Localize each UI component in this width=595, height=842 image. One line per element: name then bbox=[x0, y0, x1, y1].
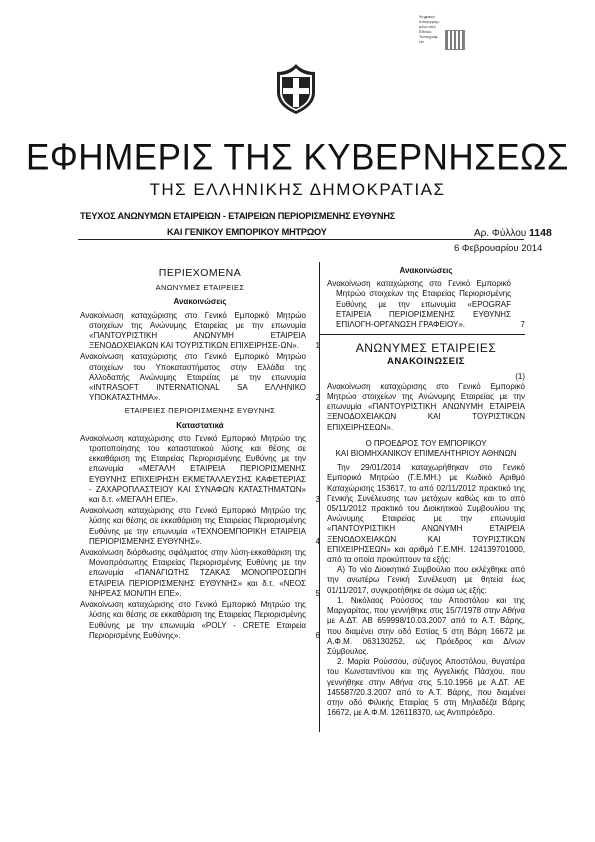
toc-entry-page: 2 bbox=[315, 393, 320, 403]
toc-title: ΠΕΡΙΕΧΟΜΕΝΑ bbox=[158, 267, 242, 279]
toc-entry-page: 3 bbox=[315, 495, 320, 505]
toc-sub-head: Ανακοινώσεις bbox=[399, 266, 453, 275]
stamp-line: υπογεγραμ bbox=[419, 19, 439, 24]
gazette-title: ΕΦΗΜΕΡΙΣ ΤΗΣ ΚΥΒΕΡΝΗΣΕΩΣ bbox=[26, 137, 569, 178]
toc-entry[interactable] bbox=[80, 311, 320, 352]
stamp-line: Τυπογραφ bbox=[419, 34, 438, 39]
body-paragraph: Α) Το νέο Διοικητικό Συμβούλιο που εκλέχθηκε από την ανωτέρω Γενική Συνέλευση με θητεία έως 01/11/2017, συγκροτήθηκε σε σώμα ως εξής: bbox=[327, 565, 525, 595]
toc-entry-text: Ανακοίνωση καταχώρισης στο Γενικό Εμπορικό Μητρώο της λύσης και θέσης σε εκκαθάριση της Εταιρείας Περιορισμένης Ευθύνης με την επωνυμία «ΤΕΧΝΟΕΜΠΟΡΙΚΗ ΕΤΑΙΡΕΙΑ ΠΕΡΙΟΡΙΣΜΕΝΗΣ ΕΥΘΥΝΗΣ». bbox=[80, 506, 306, 546]
body-paragraph: Την 29/01/2014 καταχωρήθηκαν στο Γενικό Εμπορικό Μητρώο (Γ.Ε.ΜΗ.) με Κωδικό Αριθμό Καταχώρισης 153617, το από 02/11/2012 πρακτικό της Γενικής Συνέλευσης των μετόχων καθώς και το από 05/11/2012 πρακτικό του Διοικητικού Συμβουλίου της Ανώνυμης Εταιρείας με την επωνυμία «ΠΑΝΤΟΥΡΙΣΤΙΚΗ ΑΝΩΝΥΜΗ ΕΤΑΙΡΕΙΑ ΞΕΝΟΔΟΧΕΙΑΚΩΝ ΚΑΙ ΤΟΥΡΙΣΤΙΚΩΝ ΕΠΙΧΕΙΡΗΣΕΩΝ» και αριθμό Γ.Ε.ΜΗ. 124139701000, από τα οποία προκύπτουν τα εξής: bbox=[327, 463, 525, 565]
announcements-title: ΑΝΑΚΟΙΝΩΣΕΙΣ bbox=[387, 356, 465, 368]
stamp-line: μένο από bbox=[419, 24, 436, 29]
sheet-label: Αρ. Φύλλου bbox=[474, 228, 527, 239]
digital-signature-stamp bbox=[419, 14, 475, 60]
sheet-number bbox=[474, 227, 552, 239]
header-rule bbox=[78, 239, 524, 240]
toc-entry-page: 1 bbox=[315, 341, 320, 351]
gazette-subtitle: ΤΗΣ ΕΛΛΗΝΙΚΗΣ ΔΗΜΟΚΡΑΤΙΑΣ bbox=[149, 180, 446, 199]
toc-entry[interactable] bbox=[80, 600, 320, 641]
sheet-number-value: 1148 bbox=[529, 227, 552, 239]
stamp-line: είο bbox=[419, 39, 424, 44]
toc-sub-head: Ανακοινώσεις bbox=[173, 297, 227, 307]
toc-entry-text: Ανακοίνωση διόρθωσης σφάλματος στην λύση-εκκαθάριση της Μονοπρόσωπης Εταιρείας Περιορισμένης Ευθύνης με την επωνυμία «ΠΑΝΑΓΙΩΤΗΣ ΤΖΑΚΑΣ ΜΟΝΟΠΡΟΣΩΠΗ ΕΤΑΙΡΕΙΑ ΠΕΡΙΟΡΙΣΜΕΝΗΣ ΕΥΘΥΝΗΣ» και δ.τ. «ΝΕΟΣ ΝΗΡΕΑΣ ΜΟΝ/ΠΗ ΕΠΕ». bbox=[80, 548, 306, 598]
body-paragraph: 2. Μαρία Ρούσσου, σύζυγος Αποστόλου, θυγατέρα του Κωνσταντίνου και της Αγγελικής Πάσχου, που γεννήθηκε στην Αθήνα στις 5.10.1956 με Α.ΔΤ. ΑΕ 145587/20.3.2007 από το Α.Τ. Βάρης, που διαμένει στην οδό Φιλικής Εταιρίας 5 στη Μηλαδέζα Βάρης 16672, με Α.Φ.Μ. 126118370, ως Αντιπρόεδρο. bbox=[327, 657, 525, 718]
stamp-line: Ψηφιακά bbox=[419, 14, 435, 19]
section-title: ΑΝΩΝΥΜΕΣ ΕΤΑΙΡΕΙΕΣ bbox=[355, 341, 497, 356]
toc-entry-text: Ανακοίνωση καταχώρισης στο Γενικό Εμπορικό Μητρώο στοιχείων της Ανώνυμης Εταιρείας με την επωνυμία «ΠΑΝΤΟΥΡΙΣΤΙΚΗ ΑΝΩΝΥΜΗ ΕΤΑΙΡΕΙΑ ΞΕΝΟΔΟΧΕΙΑΚΩΝ ΚΑΙ ΤΟΥΡΙΣΤΙΚΩΝ ΕΠΙΧΕΙΡΗΣΕ-ΩΝ». bbox=[80, 310, 306, 351]
issue-type-line1: ΤΕΥΧΟΣ ΑΝΩΝΥΜΩΝ ΕΤΑΙΡΕΙΩΝ - ΕΤΑΙΡΕΙΩΝ ΠΕΡΙΟΡΙΣΜΕΝΗΣ ΕΥΘΥΝΗΣ bbox=[80, 211, 396, 221]
section-rule bbox=[320, 334, 525, 335]
toc-entry[interactable] bbox=[80, 352, 320, 403]
stamp-line: Εθνικό bbox=[419, 29, 431, 34]
issue-type-line2: ΚΑΙ ΓΕΝΙΚΟΥ ΕΜΠΟΡΙΚΟΥ ΜΗΤΡΩΟΥ bbox=[167, 227, 327, 237]
announcement-title: Ανακοίνωση καταχώρισης στο Γενικό Εμπορικό Μητρώο στοιχείων της Ανώνυμης Εταιρείας με την επωνυμία «ΠΑΝΤΟΥΡΙΣΤΙΚΗ ΑΝΩΝΥΜΗ ΕΤΑΙΡΕΙΑ ΞΕΝΟΔΟΧΕΙΑΚΩΝ ΚΑΙ ΤΟΥΡΙΣΤΙΚΩΝ ΕΠΙΧΕΙΡΗΣΕΩΝ». bbox=[327, 381, 525, 432]
toc-entry-page: 7 bbox=[520, 320, 525, 330]
toc-entry-page: 6 bbox=[315, 630, 320, 640]
announcement-number: (1) bbox=[515, 371, 525, 381]
right-column bbox=[327, 264, 525, 718]
toc-section-head: ΕΤΑΙΡΕΙΕΣ ΠΕΡΙΟΡΙΣΜΕΝΗΣ ΕΥΘΥΝΗΣ bbox=[124, 406, 276, 416]
toc-sub-head: Καταστατικά bbox=[176, 420, 224, 430]
toc-entry-text: Ανακοίνωση καταχώρισης στο Γενικό Εμπορικό Μητρώο στοιχείων του Υποκαταστήματος στην Ελλάδα της Αλλοδαπής Ανώνυμης Εταιρείας με την επωνυμία «INTRASOFT INTERNATIONAL SA ΕΛΛΗΝΙΚΟ ΥΠΟΚΑΤΑΣΤΗΜΑ». bbox=[80, 352, 306, 403]
authority-line: Ο ΠΡΟΕΔΡΟΣ ΤΟΥ ΕΜΠΟΡΙΚΟΥ bbox=[365, 438, 487, 448]
toc-entry-page: 4 bbox=[315, 536, 320, 546]
toc-entry[interactable] bbox=[327, 279, 525, 330]
issue-date: 6 Φεβρουαρίου 2014 bbox=[454, 243, 543, 254]
toc-entry[interactable] bbox=[80, 548, 320, 599]
authority-line: ΚΑΙ ΒΙΟΜΗΧΑΝΙΚΟΥ ΕΠΙΜΕΛΗΤΗΡΙΟΥ ΑΘΗΝΩΝ bbox=[335, 449, 517, 459]
toc-entry-text: Ανακοίνωση καταχώρισης στο Γενικό Εμπορικό Μητρώο στοιχείων της Εταιρείας Περιορισμένης Ευθύνης με την επωνυμία «EPOGRAF ΕΤΑΙΡΕΙΑ ΠΕΡΙΟΡΙΣΜΕΝΗΣ ΕΥΘΥΝΗΣ ΕΠΙΛΟΓΗ-ΟΡΓΑΝΩΣΗ ΓΡΑΦΕΙΟΥ». bbox=[327, 279, 511, 330]
toc-entry[interactable] bbox=[80, 506, 320, 547]
left-column bbox=[80, 264, 320, 642]
toc-entry[interactable] bbox=[80, 434, 320, 505]
toc-entry-page: 5 bbox=[315, 588, 320, 598]
body-paragraph: 1. Νικόλαος Ρούσσος του Αποστόλου και της Μαργαρίτας, που γεννήθηκε στις 15/7/1978 στην Αθήνα με Α.ΔΤ. ΑΒ 659998/10.03.2007 από το Α.Τ. Βάρης, που διαμένει στην οδό Εστίας 5 στη Βάρη 16672 με Α.Φ.Μ. 063130252, ως Πρόεδρος και Δ/νων Σύμβουλος. bbox=[327, 595, 525, 656]
toc-section-head: ΑΝΩΝΥΜΕΣ ΕΤΑΙΡΕΙΕΣ bbox=[155, 283, 245, 293]
greek-emblem-icon bbox=[271, 62, 321, 116]
toc-entry-text: Ανακοίνωση καταχώρισης στο Γενικό Εμπορικό Μητρώο της τροποποίησης του καταστατικού λύσης και θέσης σε εκκαθάριση της Εταιρείας Περιορισμένης Ευθύνης με την επωνυμία «ΜΕΓΑΛΗ ΕΤΑΙΡΕΙΑ ΠΕΡΙΟΡΙΣΜΕΝΗΣ ΕΥΘΥΝΗΣ ΕΠΙΧΕΙΡΗΣΗ ΕΚΜΕΤΑΛΛΕΥΣΗΣ ΚΑΦΕΤΕΡΙΑΣ - ΖΑΧΑΡΟΠΛΑΣΤΕΙΟΥ ΚΑΙ ΣΥΝΑΦΩΝ ΚΑΤΑΣΤΗΜΑΤΩΝ» και δ.τ. «ΜΕΓΑΛΗ ΕΠΕ». bbox=[80, 433, 306, 505]
toc-entry-text: Ανακοίνωση καταχώρισης στο Γενικό Εμπορικό Μητρώο της λύσης και θέσης σε εκκαθάριση της Εταιρείας Περιορισμένης Ευθύνης με την επωνυμία «POLY - CRETE Εταιρεία Περιορισμένης Ευθύνης». bbox=[80, 600, 306, 640]
seal-icon bbox=[445, 30, 465, 50]
